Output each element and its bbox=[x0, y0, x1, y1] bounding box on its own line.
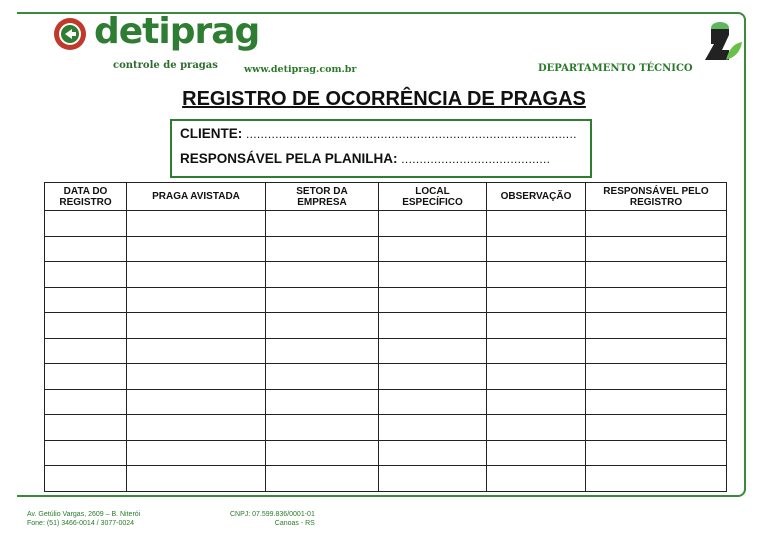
phone-line: Fone: (51) 3466-0014 / 3077-0024 bbox=[27, 520, 135, 527]
col-header-responsible: RESPONSÁVEL PELO REGISTRO bbox=[586, 183, 727, 211]
table-row bbox=[45, 364, 727, 390]
table-cell[interactable] bbox=[487, 287, 586, 313]
table-row bbox=[45, 287, 727, 313]
table-cell[interactable] bbox=[586, 313, 727, 339]
table-cell[interactable] bbox=[586, 440, 727, 466]
table-cell[interactable] bbox=[487, 364, 586, 390]
table-cell[interactable] bbox=[45, 415, 127, 441]
table-row bbox=[45, 262, 727, 288]
table-cell[interactable] bbox=[45, 440, 127, 466]
client-info-box bbox=[170, 119, 592, 178]
table-cell[interactable] bbox=[127, 287, 266, 313]
brand-tagline: controle de pragas bbox=[113, 60, 218, 71]
table-cell[interactable] bbox=[127, 389, 266, 415]
detiprag-logo-icon bbox=[52, 16, 88, 52]
table-cell[interactable] bbox=[379, 313, 487, 339]
table-cell[interactable] bbox=[127, 236, 266, 262]
table-cell[interactable] bbox=[127, 440, 266, 466]
table-cell[interactable] bbox=[379, 466, 487, 492]
table-row bbox=[45, 211, 727, 237]
table-cell[interactable] bbox=[487, 338, 586, 364]
table-cell[interactable] bbox=[266, 287, 379, 313]
website-link[interactable]: www.detiprag.com.br bbox=[244, 64, 357, 75]
table-cell[interactable] bbox=[586, 287, 727, 313]
table-cell[interactable] bbox=[45, 389, 127, 415]
table-cell[interactable] bbox=[487, 262, 586, 288]
address-line: Av. Getúlio Vargas, 2609 – B. Niterói bbox=[27, 511, 141, 518]
table-cell[interactable] bbox=[586, 466, 727, 492]
table-cell[interactable] bbox=[266, 236, 379, 262]
table-cell[interactable] bbox=[45, 236, 127, 262]
client-field[interactable]: ........................................................................................... bbox=[246, 127, 577, 141]
table-cell[interactable] bbox=[586, 211, 727, 237]
table-cell[interactable] bbox=[266, 313, 379, 339]
table-cell[interactable] bbox=[127, 415, 266, 441]
responsible-field[interactable]: ......................................... bbox=[401, 152, 551, 166]
table-row bbox=[45, 415, 727, 441]
footer-address bbox=[27, 510, 140, 528]
table-row bbox=[45, 389, 727, 415]
table-cell[interactable] bbox=[45, 338, 127, 364]
client-line bbox=[180, 126, 577, 141]
table-header-row bbox=[45, 183, 727, 211]
table-cell[interactable] bbox=[487, 236, 586, 262]
col-header-sector: SETOR DA EMPRESA bbox=[266, 183, 379, 211]
table-cell[interactable] bbox=[266, 466, 379, 492]
table-cell[interactable] bbox=[266, 262, 379, 288]
table-cell[interactable] bbox=[586, 415, 727, 441]
table-cell[interactable] bbox=[127, 466, 266, 492]
table-cell[interactable] bbox=[127, 211, 266, 237]
table-cell[interactable] bbox=[379, 262, 487, 288]
responsible-label: RESPONSÁVEL PELA PLANILHA: bbox=[180, 151, 398, 166]
client-label: CLIENTE: bbox=[180, 126, 243, 141]
table-cell[interactable] bbox=[266, 211, 379, 237]
footer-company bbox=[230, 510, 315, 528]
col-header-location: LOCAL ESPECÍFICO bbox=[379, 183, 487, 211]
table-cell[interactable] bbox=[586, 389, 727, 415]
table-cell[interactable] bbox=[487, 466, 586, 492]
table-cell[interactable] bbox=[266, 389, 379, 415]
table-row bbox=[45, 236, 727, 262]
table-cell[interactable] bbox=[266, 440, 379, 466]
page-title: REGISTRO DE OCORRÊNCIA DE PRAGAS bbox=[182, 88, 586, 110]
table-cell[interactable] bbox=[586, 338, 727, 364]
brand-name: detiprag bbox=[94, 11, 260, 52]
table-cell[interactable] bbox=[487, 440, 586, 466]
table-cell[interactable] bbox=[379, 415, 487, 441]
table-row bbox=[45, 440, 727, 466]
table-cell[interactable] bbox=[586, 236, 727, 262]
table-cell[interactable] bbox=[379, 389, 487, 415]
table-cell[interactable] bbox=[379, 440, 487, 466]
table-cell[interactable] bbox=[45, 211, 127, 237]
col-header-observation: OBSERVAÇÃO bbox=[487, 183, 586, 211]
table-cell[interactable] bbox=[487, 313, 586, 339]
city-line: Canoas - RS bbox=[274, 520, 315, 527]
table-cell[interactable] bbox=[127, 313, 266, 339]
table-cell[interactable] bbox=[487, 211, 586, 237]
table-cell[interactable] bbox=[45, 313, 127, 339]
mascot-icon bbox=[700, 20, 742, 64]
table-cell[interactable] bbox=[266, 364, 379, 390]
table-cell[interactable] bbox=[379, 364, 487, 390]
table-cell[interactable] bbox=[586, 364, 727, 390]
table-cell[interactable] bbox=[379, 338, 487, 364]
table-cell[interactable] bbox=[266, 415, 379, 441]
table-cell[interactable] bbox=[45, 364, 127, 390]
table-cell[interactable] bbox=[127, 364, 266, 390]
department-label: DEPARTAMENTO TÉCNICO bbox=[538, 63, 693, 74]
table-cell[interactable] bbox=[266, 338, 379, 364]
table-cell[interactable] bbox=[45, 287, 127, 313]
table-cell[interactable] bbox=[379, 287, 487, 313]
col-header-pest: PRAGA AVISTADA bbox=[127, 183, 266, 211]
table-cell[interactable] bbox=[127, 262, 266, 288]
table-row bbox=[45, 313, 727, 339]
table-cell[interactable] bbox=[379, 236, 487, 262]
table-cell[interactable] bbox=[127, 338, 266, 364]
responsible-line bbox=[180, 151, 550, 166]
table-cell[interactable] bbox=[379, 211, 487, 237]
cnpj-line: CNPJ: 07.599.836/0001-01 bbox=[230, 511, 315, 518]
table-row bbox=[45, 466, 727, 492]
occurrence-table bbox=[44, 182, 727, 492]
table-cell[interactable] bbox=[586, 262, 727, 288]
table-cell[interactable] bbox=[487, 415, 586, 441]
table-cell[interactable] bbox=[45, 262, 127, 288]
table-cell[interactable] bbox=[487, 389, 586, 415]
col-header-date: DATA DO REGISTRO bbox=[45, 183, 127, 211]
table-cell[interactable] bbox=[45, 466, 127, 492]
table-row bbox=[45, 338, 727, 364]
